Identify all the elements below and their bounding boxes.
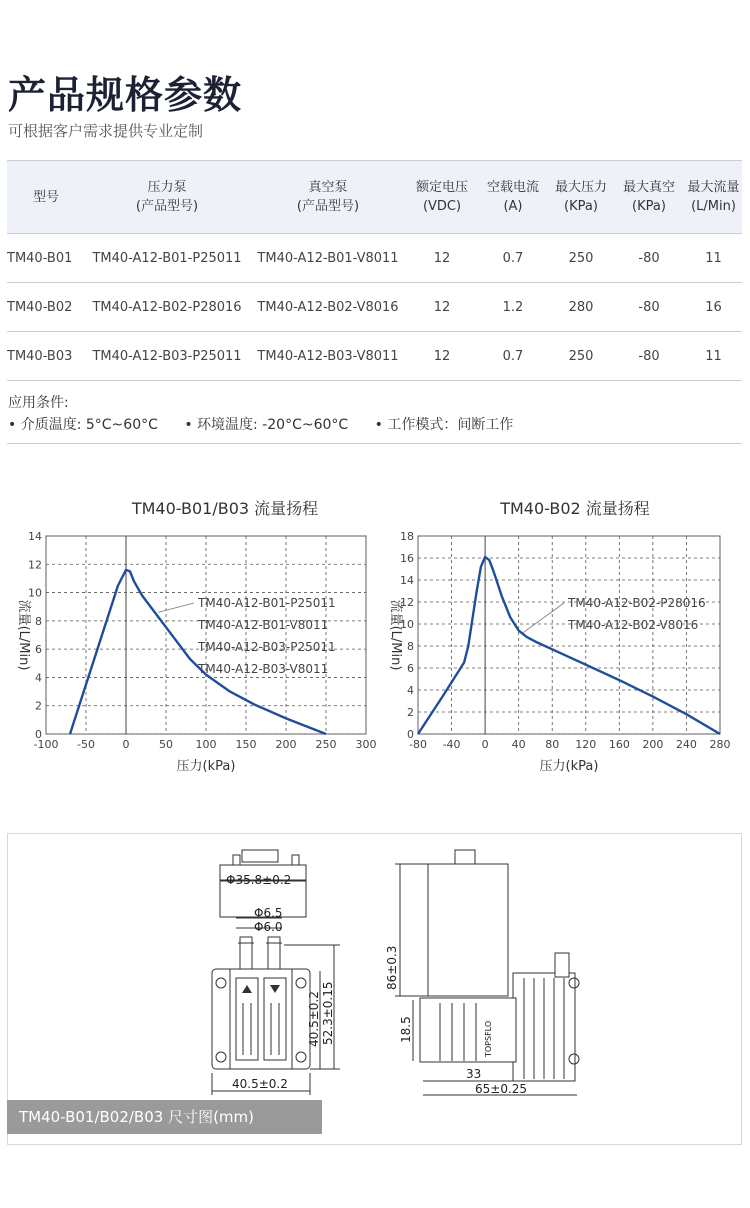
chart1-x-tick-label: -50: [77, 738, 95, 751]
chart2-y-tick-label: 6: [407, 662, 414, 675]
chart2-title: TM40-B02 流量扬程: [500, 499, 650, 518]
cell-pressure-pump: TM40-A12-B02-P28016: [85, 283, 249, 332]
dim-label-sub-height: 18.5: [399, 1016, 413, 1043]
chart2-x-tick-label: 40: [511, 738, 526, 751]
dim-label-width-b: 65±0.25: [475, 1082, 528, 1096]
brand-mark: TOPSFLO: [484, 1020, 493, 1057]
cell-max-flow: 16: [685, 283, 742, 332]
cell-current: 1.2: [477, 283, 549, 332]
table-row: [7, 283, 742, 332]
cell-max-vacuum: -80: [613, 234, 685, 283]
header-vacuum-pump: 真空泵 (产品型号): [249, 161, 407, 234]
header-voltage: 额定电压 (VDC): [407, 161, 477, 234]
page-subtitle: 可根据客户需求提供专业定制: [8, 122, 204, 140]
chart2-y-tick-label: 2: [407, 706, 414, 719]
table-header-row: [7, 161, 742, 234]
chart2-x-tick-label: 0: [481, 738, 489, 751]
cell-max-pressure: 250: [549, 234, 613, 283]
cell-voltage: 12: [407, 283, 477, 332]
header-max-flow: 最大流量 (L/Min): [685, 161, 742, 234]
chart2-x-axis-label: 压力(kPa): [539, 759, 599, 774]
header-current: 空载电流 (A): [477, 161, 549, 234]
chart2-y-tick-label: 10: [400, 618, 414, 631]
chart2-x-tick-label: -40: [442, 738, 461, 751]
chart2-y-tick-label: 0: [407, 728, 414, 741]
chart2-x-tick-label: 280: [709, 738, 731, 751]
page-title: 产品规格参数: [8, 73, 243, 117]
chart2-annotation-label: TM40-A12-B02-P28016: [568, 596, 706, 610]
cell-max-pressure: 250: [549, 332, 613, 381]
chart1-x-tick-label: 300: [355, 738, 377, 751]
chart1-y-tick-label: 12: [28, 558, 42, 572]
chart1-y-tick-label: 2: [35, 699, 42, 713]
cell-voltage: 12: [407, 234, 477, 283]
dim-label-inner-diameter: Φ6.0: [254, 920, 283, 934]
dim-label-body-diameter: Φ35.8±0.2: [226, 873, 292, 887]
chart1-x-tick-label: -100: [33, 738, 59, 751]
dim-label-total-height: 86±0.3: [385, 945, 399, 990]
chart1-x-axis-label: 压力(kPa): [176, 759, 236, 774]
cell-current: 0.7: [477, 332, 549, 381]
chart2-x-tick-label: 240: [675, 738, 697, 751]
dim-label-outer-diameter: Φ6.5: [254, 906, 283, 920]
chart1-x-tick-label: 150: [235, 738, 257, 751]
chart1-annotation-label: TM40-A12-B01-P25011: [198, 596, 336, 610]
chart2-y-axis-label: 流量(L/Min): [388, 599, 403, 671]
chart1-y-tick-label: 6: [35, 643, 42, 657]
cell-current: 0.7: [477, 234, 549, 283]
header-model: 型号: [7, 161, 85, 234]
dimension-drawing: [0, 833, 750, 1103]
spec-table: [7, 160, 742, 381]
chart1-x-tick-label: 100: [195, 738, 217, 751]
chart2-x-tick-label: 160: [608, 738, 630, 751]
chart2-y-tick-label: 18: [400, 530, 414, 543]
chart1-annotation-label: TM40-A12-B03-V8011: [198, 662, 329, 676]
chart2-y-tick-label: 16: [400, 552, 414, 565]
chart1-annotation-label: TM40-A12-B03-P25011: [198, 640, 336, 654]
chart1-title: TM40-B01/B03 流量扬程: [131, 499, 319, 518]
chart1-y-tick-label: 14: [28, 530, 42, 543]
dimension-caption: TM40-B01/B02/B03 尺寸图(mm): [7, 1100, 322, 1134]
condition-medium-temp: • 介质温度: 5°C~60°C: [8, 417, 158, 433]
chart1-x-tick-label: 250: [315, 738, 337, 751]
cell-max-vacuum: -80: [613, 332, 685, 381]
header-max-vacuum: 最大真空 (KPa): [613, 161, 685, 234]
cell-max-flow: 11: [685, 332, 742, 381]
chart2-y-tick-label: 12: [400, 596, 414, 609]
condition-work-mode: • 工作模式：间断工作: [374, 417, 514, 433]
cell-model: TM40-B03: [7, 332, 85, 381]
cell-pressure-pump: TM40-A12-B01-P25011: [85, 234, 249, 283]
table-row: [7, 234, 742, 283]
chart2-y-tick-label: 8: [407, 640, 414, 653]
chart2-x-tick-label: 200: [642, 738, 664, 751]
cell-model: TM40-B02: [7, 283, 85, 332]
chart1-x-tick-label: 0: [122, 738, 130, 751]
cell-pressure-pump: TM40-A12-B03-P25011: [85, 332, 249, 381]
chart2-x-tick-label: 120: [575, 738, 597, 751]
condition-ambient-temp: • 环境温度: -20°C~60°C: [184, 417, 349, 433]
cell-max-pressure: 280: [549, 283, 613, 332]
dim-label-width: 40.5±0.2: [232, 1077, 288, 1091]
cell-vacuum-pump: TM40-A12-B01-V8011: [249, 234, 407, 283]
cell-vacuum-pump: TM40-A12-B03-V8011: [249, 332, 407, 381]
dim-label-width-a: 33: [466, 1067, 482, 1081]
chart2-annotation-label: TM40-A12-B02-V8016: [568, 618, 699, 632]
dim-label-height-b: 52.3±0.15: [321, 981, 335, 1045]
chart1-y-tick-label: 4: [35, 671, 42, 685]
chart1-x-tick-label: 200: [275, 738, 297, 751]
header-pressure-pump: 压力泵 (产品型号): [85, 161, 249, 234]
cell-vacuum-pump: TM40-A12-B02-V8016: [249, 283, 407, 332]
chart2-x-tick-label: 80: [545, 738, 560, 751]
chart1-flow-pressure: [0, 520, 380, 780]
dim-label-height-a: 40.5±0.2: [307, 991, 321, 1047]
table-row: [7, 332, 742, 381]
header-max-pressure: 最大压力 (KPa): [549, 161, 613, 234]
chart1-y-tick-label: 0: [35, 728, 42, 741]
chart2-x-tick-label: -80: [409, 738, 427, 751]
chart1-x-tick-label: 50: [159, 738, 173, 751]
chart1-y-tick-label: 10: [28, 586, 42, 600]
cell-model: TM40-B01: [7, 234, 85, 283]
cell-max-flow: 11: [685, 234, 742, 283]
chart2-plot-area: [418, 536, 720, 734]
chart2-y-tick-label: 4: [407, 684, 414, 697]
chart1-y-axis-label: 流量(L/Min): [16, 599, 31, 671]
chart2-y-tick-label: 14: [400, 574, 414, 587]
chart1-y-tick-label: 8: [35, 614, 42, 628]
cell-voltage: 12: [407, 332, 477, 381]
application-conditions: [8, 392, 535, 436]
chart2-flow-pressure: [370, 520, 750, 780]
chart1-annotation-label: TM40-A12-B01-V8011: [198, 618, 329, 632]
divider: [7, 443, 742, 444]
conditions-heading: 应用条件:: [8, 395, 69, 411]
cell-max-vacuum: -80: [613, 283, 685, 332]
